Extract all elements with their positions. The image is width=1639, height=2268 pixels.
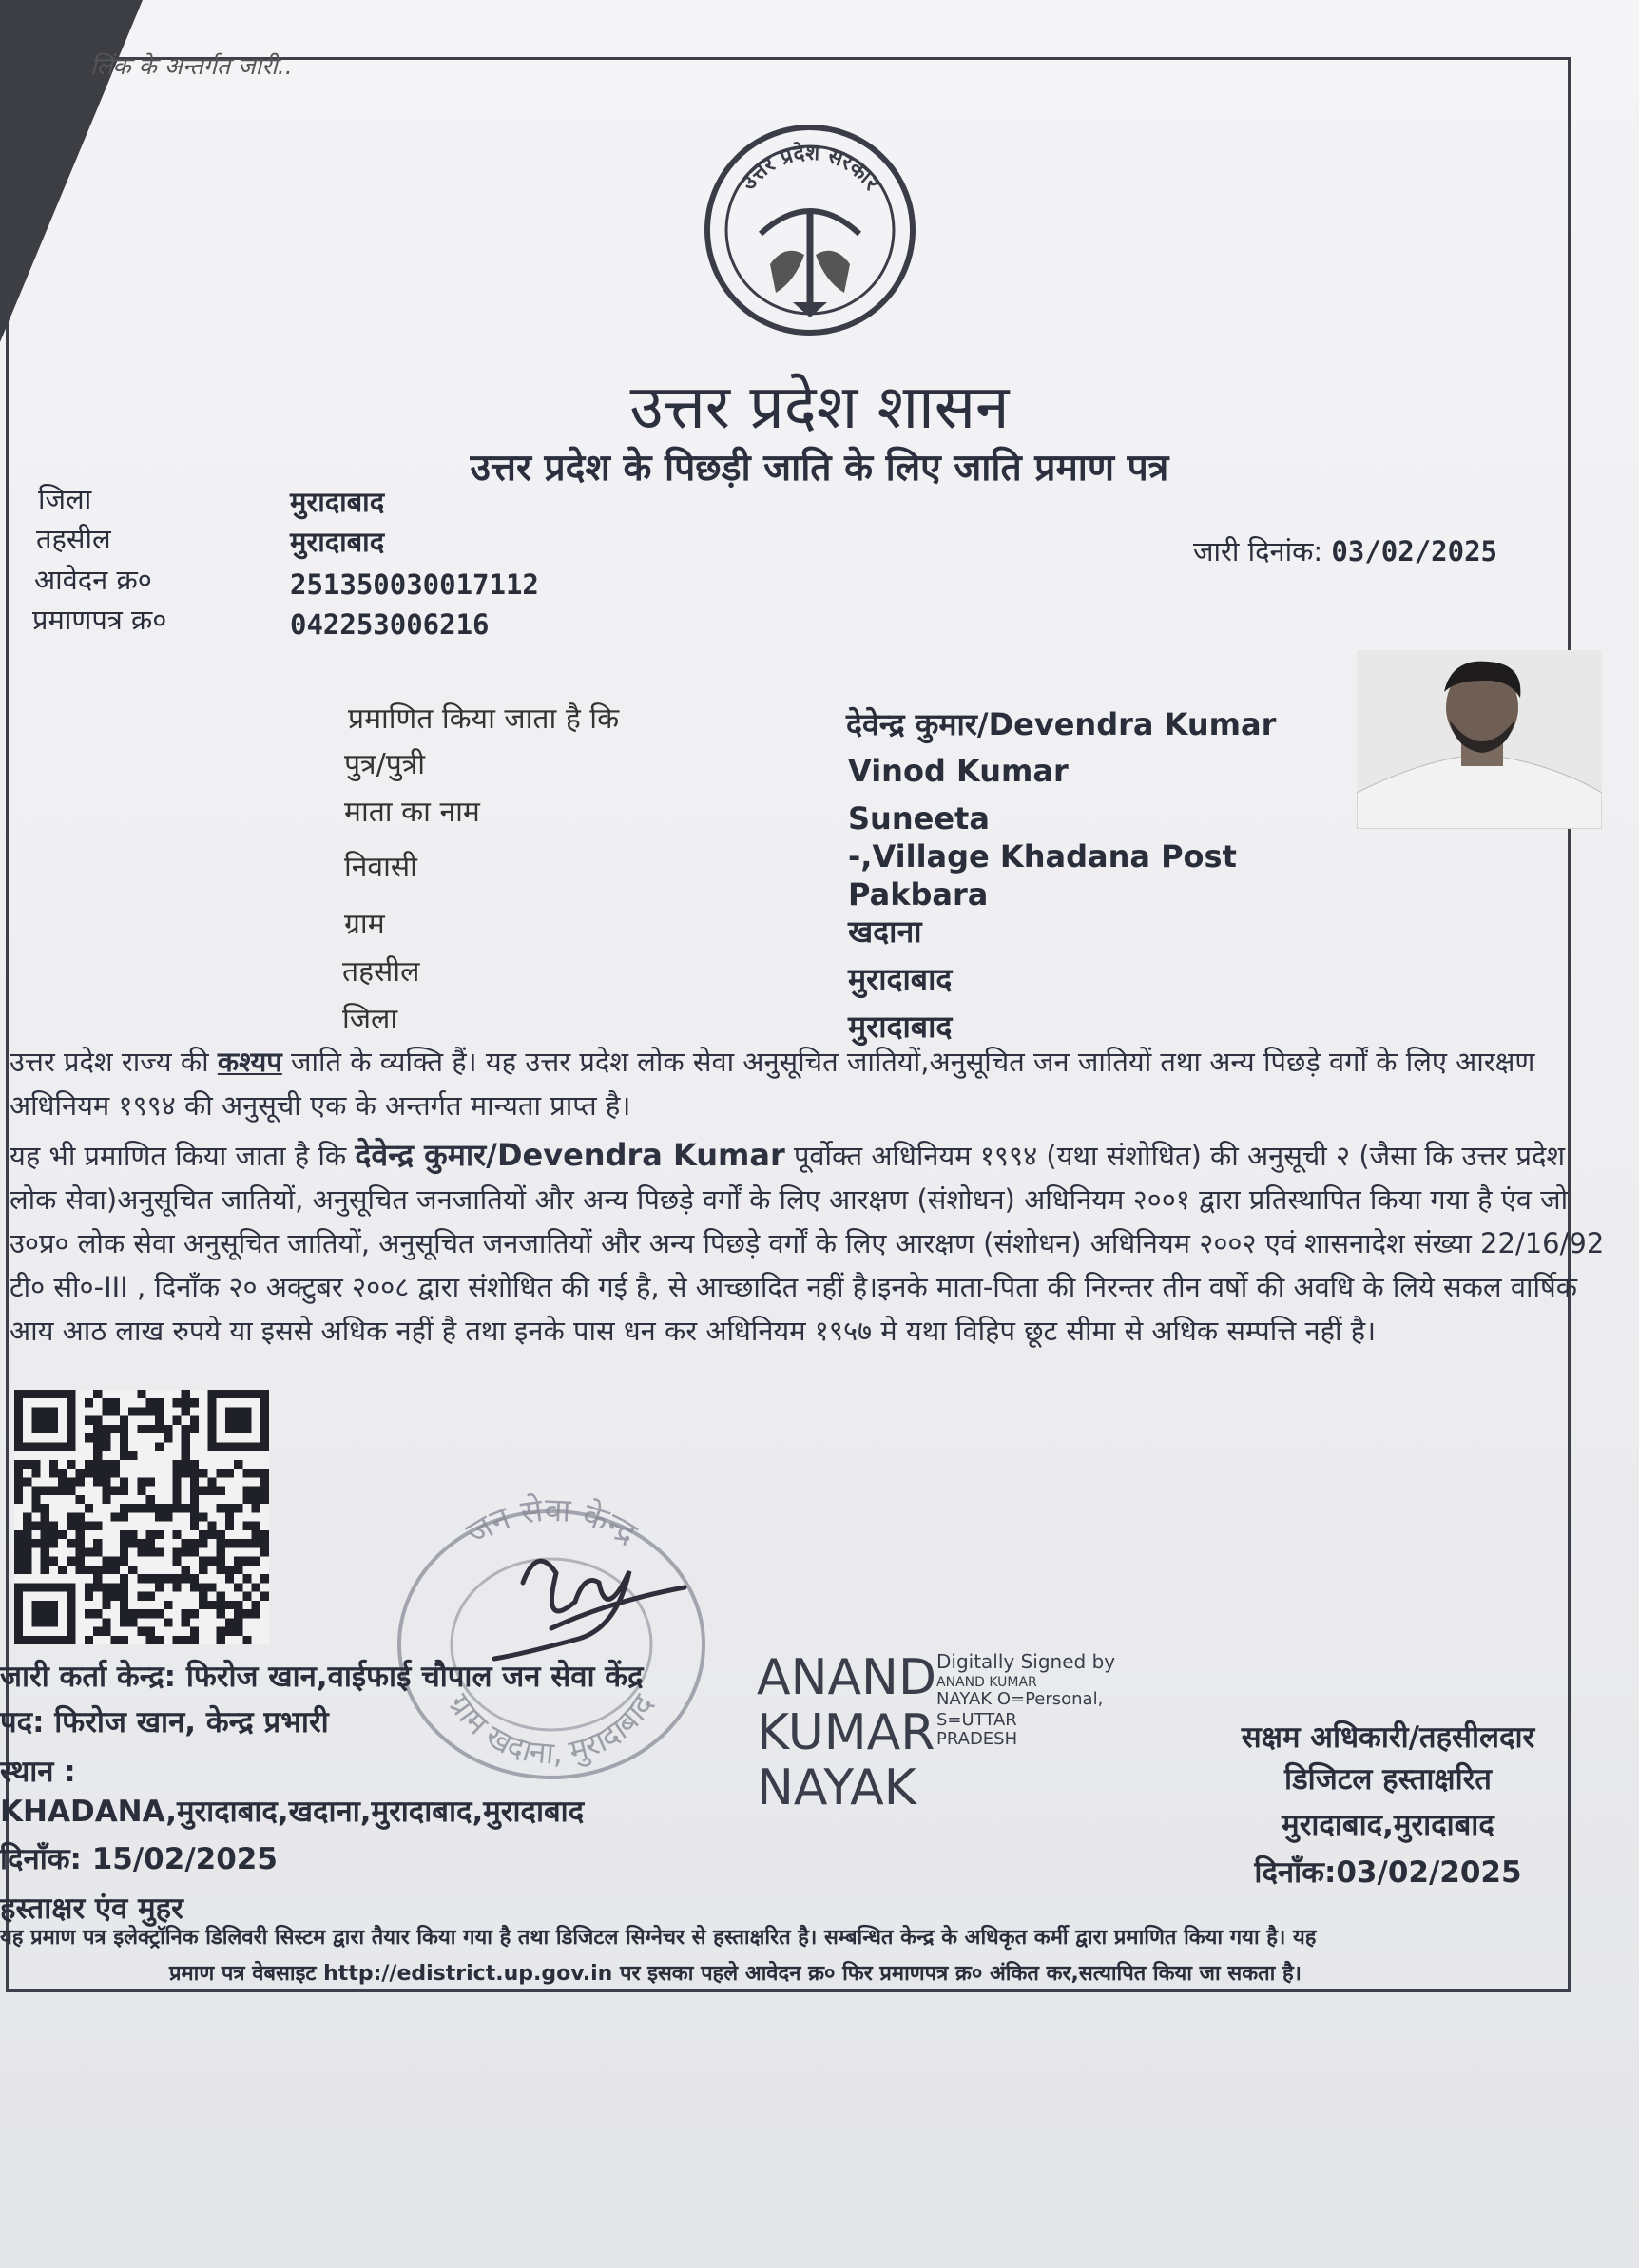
tehsil-label: तहसील bbox=[36, 523, 111, 555]
certificate-label: प्रमाणपत्र क्र० bbox=[32, 604, 167, 636]
certificate-paragraph-2 bbox=[10, 1133, 1616, 1353]
person-label-tehsil: तहसील bbox=[342, 955, 420, 989]
document-subtitle: उत्तर प्रदेश के पिछड़ी जाति के लिए जाति प्रमाण पत्र bbox=[470, 447, 1169, 490]
issue-date-value: 03/02/2025 bbox=[1331, 535, 1498, 567]
certificate-number: 042253006216 bbox=[290, 608, 490, 641]
footer-line-1: यह प्रमाण पत्र इलेक्ट्रॉनिक डिलिवरी सिस्टम द्वारा तैयार किया गया है तथा डिजिटल सिग्नेचर से हस्ताक्षरित है। सम्बन्धित केन्द्र के अधिकृत कर्मी द्वारा प्रमाणित किया गया है। यह bbox=[0, 1926, 1317, 1950]
person-label-child-of: पुत्र/पुत्री bbox=[344, 748, 426, 781]
district-value: मुरादाबाद bbox=[290, 486, 385, 518]
person-label-district: जिला bbox=[342, 1003, 398, 1036]
tehsil-value: मुरादाबाद bbox=[290, 526, 385, 558]
up-government-emblem-icon bbox=[702, 122, 918, 338]
digital-sign-note-1: Digitally Signed by bbox=[936, 1650, 1116, 1673]
person-label-resident: निवासी bbox=[344, 851, 417, 884]
application-number: 251350030017112 bbox=[290, 568, 539, 601]
resident-address-line2: Pakbara bbox=[848, 876, 989, 913]
para1-text-b: जाति के व्यक्ति हैं। यह उत्तर प्रदेश लोक सेवा अनुसूचित जातियों,अनुसूचित जन जातियों तथा अन्य पिछड़े वर्गों के लिए आरक्षण अधिनियम १९९४ की अनुसूची एक के अन्तर्गत मान्यता प्राप्त है। bbox=[10, 1046, 1535, 1122]
person-tehsil-value: मुरादाबाद bbox=[848, 961, 953, 997]
applicant-photo bbox=[1357, 650, 1602, 829]
place-value: KHADANA,मुरादाबाद,खदाना,मुरादाबाद,मुरादाबाद bbox=[0, 1795, 585, 1829]
place-label: स्थान : bbox=[0, 1755, 76, 1789]
para2-text-a: यह भी प्रमाणित किया जाता है कि bbox=[10, 1140, 356, 1172]
para2-applicant-name: देवेन्द्र कुमार/Devendra Kumar bbox=[355, 1137, 785, 1173]
resident-address: -,Village Khadana Post bbox=[848, 838, 1237, 875]
person-label-certified: प्रमाणित किया जाता है कि bbox=[348, 702, 620, 736]
certificate-paragraph-1 bbox=[10, 1040, 1616, 1127]
issuer-date: दिनाँक: 15/02/2025 bbox=[0, 1842, 278, 1876]
issue-date bbox=[1193, 532, 1497, 569]
person-district-value: मुरादाबाद bbox=[848, 1009, 953, 1045]
authority-designation: सक्षम अधिकारी/तहसीलदार bbox=[1241, 1720, 1535, 1755]
digital-sign-note-2: ANAND KUMAR bbox=[936, 1675, 1037, 1690]
authority-digital-signed: डिजिटल हस्ताक्षरित bbox=[1284, 1762, 1492, 1797]
digital-signer-name-line2: KUMAR bbox=[757, 1704, 935, 1761]
digital-signer-name-line1: ANAND bbox=[757, 1649, 936, 1706]
issuing-center: जारी कर्ता केन्द्र: फिरोज खान,वाईफाई चौपाल जन सेवा केंद्र bbox=[0, 1660, 644, 1694]
district-label: जिला bbox=[38, 483, 92, 515]
digital-signer-name-line3: NAYAK bbox=[757, 1759, 916, 1816]
mother-name: Suneeta bbox=[848, 800, 990, 836]
svg-text:उत्तर प्रदेश सरकार: उत्तर प्रदेश सरकार bbox=[736, 141, 884, 195]
center-seal-stamp bbox=[380, 1488, 723, 1782]
qr-code bbox=[8, 1390, 276, 1644]
village-value: खदाना bbox=[848, 913, 922, 950]
issuer-sign-label: हस्ताक्षर एंव मुहर bbox=[0, 1892, 183, 1926]
caste-name: कश्यप bbox=[217, 1046, 282, 1078]
para2-text-b: पूर्वोक्त अधिनियम १९९४ (यथा संशोधित) की अनुसूची २ (जैसा कि उत्तर प्रदेश लोक सेवा)अनुसूचित जातियों, अनुसूचित जनजातियों और अन्य पिछड़े वर्गों के लिए आरक्षण (संशोधन) अधिनियम २००१ द्वारा प्रतिस्थापित किया गया है एंव जो उ०प्र० लोक सेवा अनुसूचित जातियों, अनुसूचित जनजातियों और अन्य पिछड़े वर्गों के लिए आरक्षण (संशोधन) अधिनियम २००२ एवं शासनादेश संख्या 22/16/92 टी० सी०-III , दिनाँक २० अक्टुबर २००८ द्वारा संशोधित की गई है, से आच्छादित नहीं है।इनके माता-पिता की निरन्तर तीन वर्षो की अवधि के लिये सकल वार्षिक आय आठ लाख रुपये या इससे अधिक नहीं है तथा इनके पास धन कर अधिनियम १९५७ मे यथा विहिप छूट सीमा से अधिक सम्पत्ति नहीं है। bbox=[10, 1140, 1605, 1347]
svg-text:जन सेवा केन्द्र: जन सेवा केन्द्र bbox=[459, 1490, 644, 1553]
digital-sign-note-3: NAYAK O=Personal, bbox=[936, 1689, 1104, 1709]
person-label-mother: माता का नाम bbox=[344, 796, 480, 829]
application-label: आवेदन क्र० bbox=[34, 564, 152, 596]
applicant-name: देवेन्द्र कुमार/Devendra Kumar bbox=[846, 706, 1277, 742]
father-name: Vinod Kumar bbox=[848, 753, 1069, 789]
authority-date: दिनाँक:03/02/2025 bbox=[1254, 1855, 1522, 1890]
para1-text-a: उत्तर प्रदेश राज्य की bbox=[10, 1046, 218, 1078]
digital-sign-note-4: S=UTTAR bbox=[936, 1710, 1017, 1730]
issue-date-label: जारी दिनांक: bbox=[1193, 535, 1323, 567]
digital-sign-note-5: PRADESH bbox=[936, 1729, 1018, 1749]
footer-line-2: प्रमाण पत्र वेबसाइट http://edistrict.up.gov.in पर इसका पहले आवेदन क्र० फिर प्रमाणपत्र क्र० अंकित कर,सत्यापित किया जा सकता है। bbox=[169, 1962, 1302, 1986]
authority-location: मुरादाबाद,मुरादाबाद bbox=[1282, 1808, 1494, 1842]
header-note: लिंक के अन्तर्गत जारी.. bbox=[90, 52, 293, 80]
document-title: उत्तर प्रदेश शासन bbox=[629, 373, 1010, 443]
issuer-post: पद: फिरोज खान, केन्द्र प्रभारी bbox=[0, 1705, 329, 1739]
person-label-village: ग्राम bbox=[344, 908, 385, 941]
svg-text:ग्राम खदाना, मुरादाबाद: ग्राम खदाना, मुरादाबाद bbox=[441, 1686, 662, 1772]
